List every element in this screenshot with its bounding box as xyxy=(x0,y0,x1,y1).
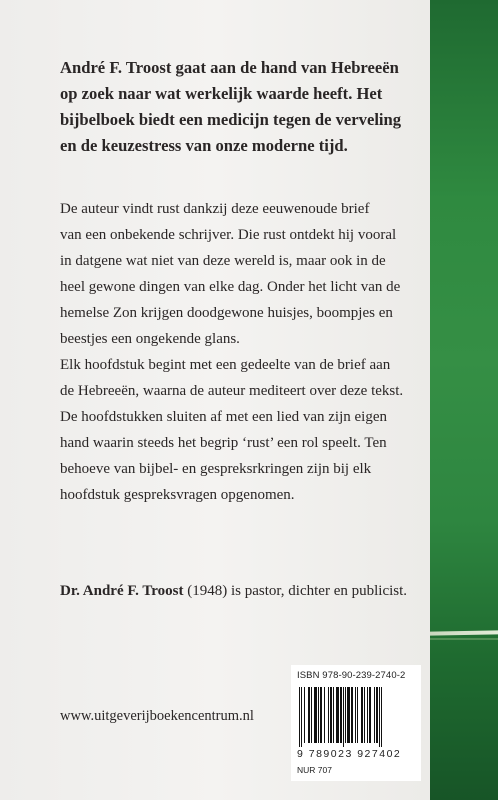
body-line: beestjes een ongekende glans. xyxy=(60,331,240,347)
white-line-decoration xyxy=(430,630,498,635)
body-line: De auteur vindt rust dankzij deze eeuwenoude brief xyxy=(60,201,370,217)
barcode-panel xyxy=(291,665,421,781)
intro-line: bijbelboek biedt een medicijn tegen de verveling xyxy=(60,110,402,129)
body-line: in datgene wat niet van deze wereld is, maar ook in de xyxy=(60,253,386,269)
body-line: heel gewone dingen van elke dag. Onder het licht van de xyxy=(60,279,401,295)
spine-photo-strip xyxy=(430,0,498,800)
body-line: van een onbekende schrijver. Die rust ontdekt hij vooral xyxy=(60,227,397,243)
author-bio xyxy=(60,578,425,604)
barcode-number: 9 789023 927402 xyxy=(297,748,402,760)
isbn-label: ISBN 978-90-239-2740-2 xyxy=(297,670,406,681)
intro-line: op zoek naar wat werkelijk waarde heeft. Het xyxy=(60,84,383,103)
line-shadow-decoration xyxy=(430,638,498,640)
description-text xyxy=(60,196,425,508)
body-line: hoofdstuk gespreksvragen opgenomen. xyxy=(60,487,295,503)
author-bio-text: (1948) is pastor, dichter en publicist. xyxy=(183,583,408,599)
barcode-icon xyxy=(297,687,413,747)
author-name: Dr. André F. Troost xyxy=(60,583,184,599)
body-line: behoeve van bijbel- en gespreksrkringen zijn bij elk xyxy=(60,461,372,477)
intro-line: en de keuzestress van onze moderne tijd. xyxy=(60,136,348,155)
nur-code: NUR 707 xyxy=(297,765,332,775)
body-line: Elk hoofdstuk begint met een gedeelte van de brief aan xyxy=(60,357,391,373)
body-line: de Hebreeën, waarna de auteur mediteert over deze tekst. xyxy=(60,383,404,399)
intro-blurb xyxy=(60,55,420,159)
body-line: De hoofdstukken sluiten af met een lied van zijn eigen xyxy=(60,409,387,425)
publisher-website[interactable]: www.uitgeverijboekencentrum.nl xyxy=(60,708,254,724)
body-line: hand waarin steeds het begrip ‘rust’ een rol speelt. Ten xyxy=(60,435,387,451)
body-line: hemelse Zon krijgen doodgewone huisjes, boompjes en xyxy=(60,305,393,321)
intro-line: André F. Troost gaat aan de hand van Hebreeën xyxy=(60,58,399,77)
